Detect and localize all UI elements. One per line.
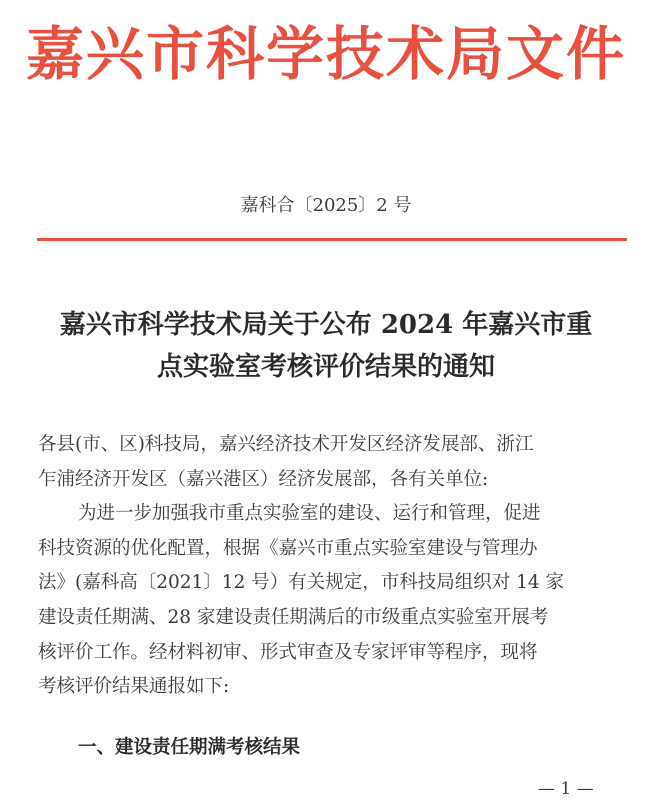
document-number: 嘉科合〔2025〕2 号 (240, 195, 412, 216)
paragraph-line-5: 核评价工作。经材料初审、形式审查及专家评审等程序，现将 (38, 641, 538, 663)
paragraph-line-6: 考核评价结果通报如下: (38, 676, 230, 698)
page-number: — 1 — (538, 779, 594, 799)
section-heading-1: 一、建设责任期满考核结果 (78, 737, 301, 758)
notice-body (38, 428, 630, 705)
paragraph-line-3: 法》(嘉科高〔2021〕12 号）有关规定，市科技局组织对 14 家 (38, 572, 565, 594)
recipients-line-2: 乍浦经济开发区（嘉兴港区）经济发展部，各有关单位: (38, 468, 489, 490)
paragraph-line-2: 科技资源的优化配置，根据《嘉兴市重点实验室建设与管理办 (38, 537, 538, 559)
notice-title-line-1: 嘉兴市科学技术局关于公布 2024 年嘉兴市重 (59, 310, 593, 340)
notice-title (30, 304, 622, 388)
issuer-header-title: 嘉兴市科学技术局文件 (25, 20, 626, 88)
notice-title-line-2: 点实验室考核评价结果的通知 (156, 352, 495, 382)
paragraph-line-4: 建设责任期满、28 家建设责任期满后的市级重点实验室开展考 (38, 606, 549, 628)
red-divider-line (37, 238, 627, 241)
paragraph-line-1: 为进一步加强我市重点实验室的建设、运行和管理，促进 (78, 503, 541, 525)
recipients-line-1: 各县(市、区)科技局，嘉兴经济技术开发区经济发展部、浙江 (38, 434, 534, 455)
